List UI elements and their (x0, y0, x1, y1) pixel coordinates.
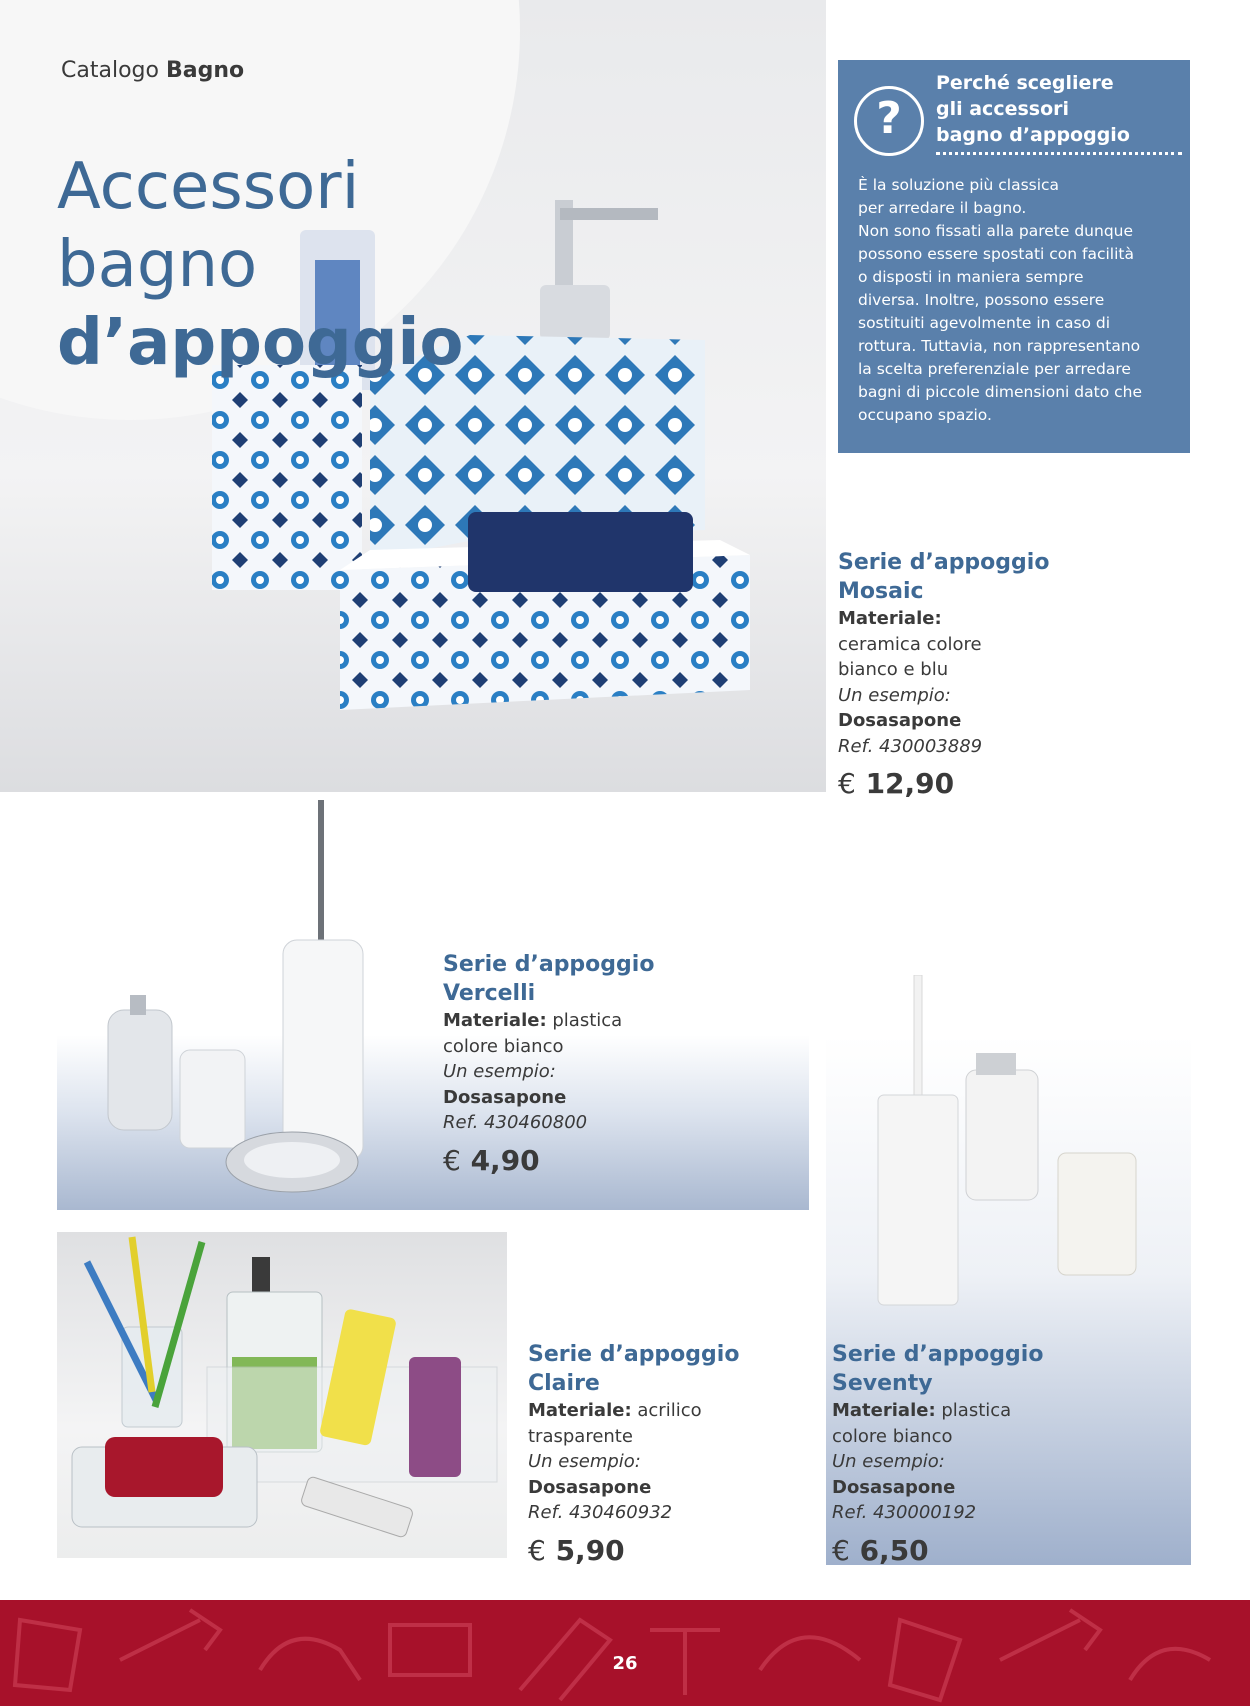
page-title (57, 148, 463, 382)
page-number-text: 26 (612, 1653, 638, 1674)
title-line-3: d’appoggio (57, 306, 464, 380)
example-label: Un esempio: (443, 1061, 556, 1082)
material-label: Materiale: (528, 1400, 632, 1421)
material-line: plastica (546, 1010, 623, 1031)
product-name: Vercelli (443, 981, 536, 1006)
seventy-product-image (866, 975, 1156, 1315)
example-label: Un esempio: (838, 684, 951, 706)
product-name: Seventy (832, 1371, 933, 1396)
question-mark-icon: ? (854, 86, 924, 156)
hero-photo (0, 0, 826, 792)
claire-product-image (57, 1232, 507, 1558)
material-line: colore bianco (443, 1035, 564, 1057)
material-line: ceramica colore (838, 633, 982, 655)
info-body-line: possono essere spostati con facilità (858, 245, 1134, 263)
info-body-line: È la soluzione più classica (858, 176, 1060, 194)
info-body-line: la scelta preferenziale per arredare (858, 360, 1131, 378)
info-body-line: rottura. Tuttavia, non rappresentano (858, 337, 1141, 355)
material-label: Materiale: (443, 1010, 547, 1031)
dotted-divider (936, 152, 1182, 155)
material-line: plastica (935, 1400, 1012, 1421)
info-body-line: per arredare il bagno. (858, 199, 1027, 217)
product-title: Serie d’appoggio (838, 550, 1050, 575)
example-label: Un esempio: (528, 1451, 641, 1472)
info-heading-line: bagno d’appoggio (936, 124, 1130, 146)
product-claire (528, 1340, 739, 1567)
product-name: Claire (528, 1371, 600, 1396)
material-line: colore bianco (832, 1425, 953, 1447)
material-label: Materiale: (838, 608, 942, 629)
info-body-line: occupano spazio. (858, 406, 992, 424)
product-title: Serie d’appoggio (443, 952, 655, 977)
breadcrumb-prefix: Catalogo (61, 58, 159, 83)
info-heading (936, 70, 1181, 148)
reference-code: Ref. 430000192 (832, 1502, 977, 1523)
product-name: Mosaic (838, 579, 924, 604)
currency-symbol: € (443, 1143, 461, 1177)
material-label: Materiale: (832, 1400, 936, 1421)
reference-code: Ref. 430003889 (838, 735, 983, 757)
material-line: bianco e blu (838, 659, 949, 680)
reference-code: Ref. 430460932 (528, 1502, 673, 1523)
breadcrumb (61, 58, 244, 83)
currency-symbol: € (528, 1533, 546, 1567)
info-box (838, 60, 1190, 453)
info-body (858, 174, 1182, 427)
product-title: Serie d’appoggio (528, 1342, 740, 1367)
item-name: Dosasapone (528, 1476, 652, 1498)
price-value: 5,90 (555, 1533, 625, 1567)
currency-symbol: € (838, 767, 856, 800)
page-number (0, 1553, 1250, 1674)
currency-symbol: € (832, 1533, 850, 1567)
material-line: acrilico (631, 1400, 702, 1421)
product-seventy (832, 1340, 1043, 1567)
breadcrumb-section: Bagno (165, 58, 245, 83)
item-name: Dosasapone (443, 1086, 567, 1108)
info-body-line: Non sono fissati alla parete dunque (858, 222, 1134, 240)
example-label: Un esempio: (832, 1451, 945, 1472)
title-line-2: bagno (57, 228, 258, 302)
title-line-1: Accessori (57, 150, 360, 224)
item-name: Dosasapone (838, 710, 962, 731)
price-value: 6,50 (859, 1533, 929, 1567)
reference-code: Ref. 430460800 (443, 1112, 588, 1133)
info-body-line: o disposti in maniera sempre (858, 268, 1084, 286)
material-line: trasparente (528, 1425, 633, 1447)
product-vercelli (443, 950, 654, 1177)
price-value: 4,90 (470, 1143, 540, 1177)
info-body-line: bagni di piccole dimensioni dato che (858, 383, 1142, 401)
item-name: Dosasapone (832, 1476, 956, 1498)
price (838, 767, 1049, 800)
info-body-line: diversa. Inoltre, possono essere (858, 291, 1105, 309)
info-body-line: sostituiti agevolmente in caso di (858, 314, 1111, 332)
vercelli-product-image (100, 800, 390, 1200)
price-value: 12,90 (865, 767, 955, 800)
product-title: Serie d’appoggio (832, 1342, 1044, 1367)
info-heading-line: gli accessori (936, 98, 1070, 120)
price (443, 1144, 654, 1177)
product-mosaic (838, 548, 1049, 800)
info-heading-line: Perché scegliere (936, 72, 1114, 94)
